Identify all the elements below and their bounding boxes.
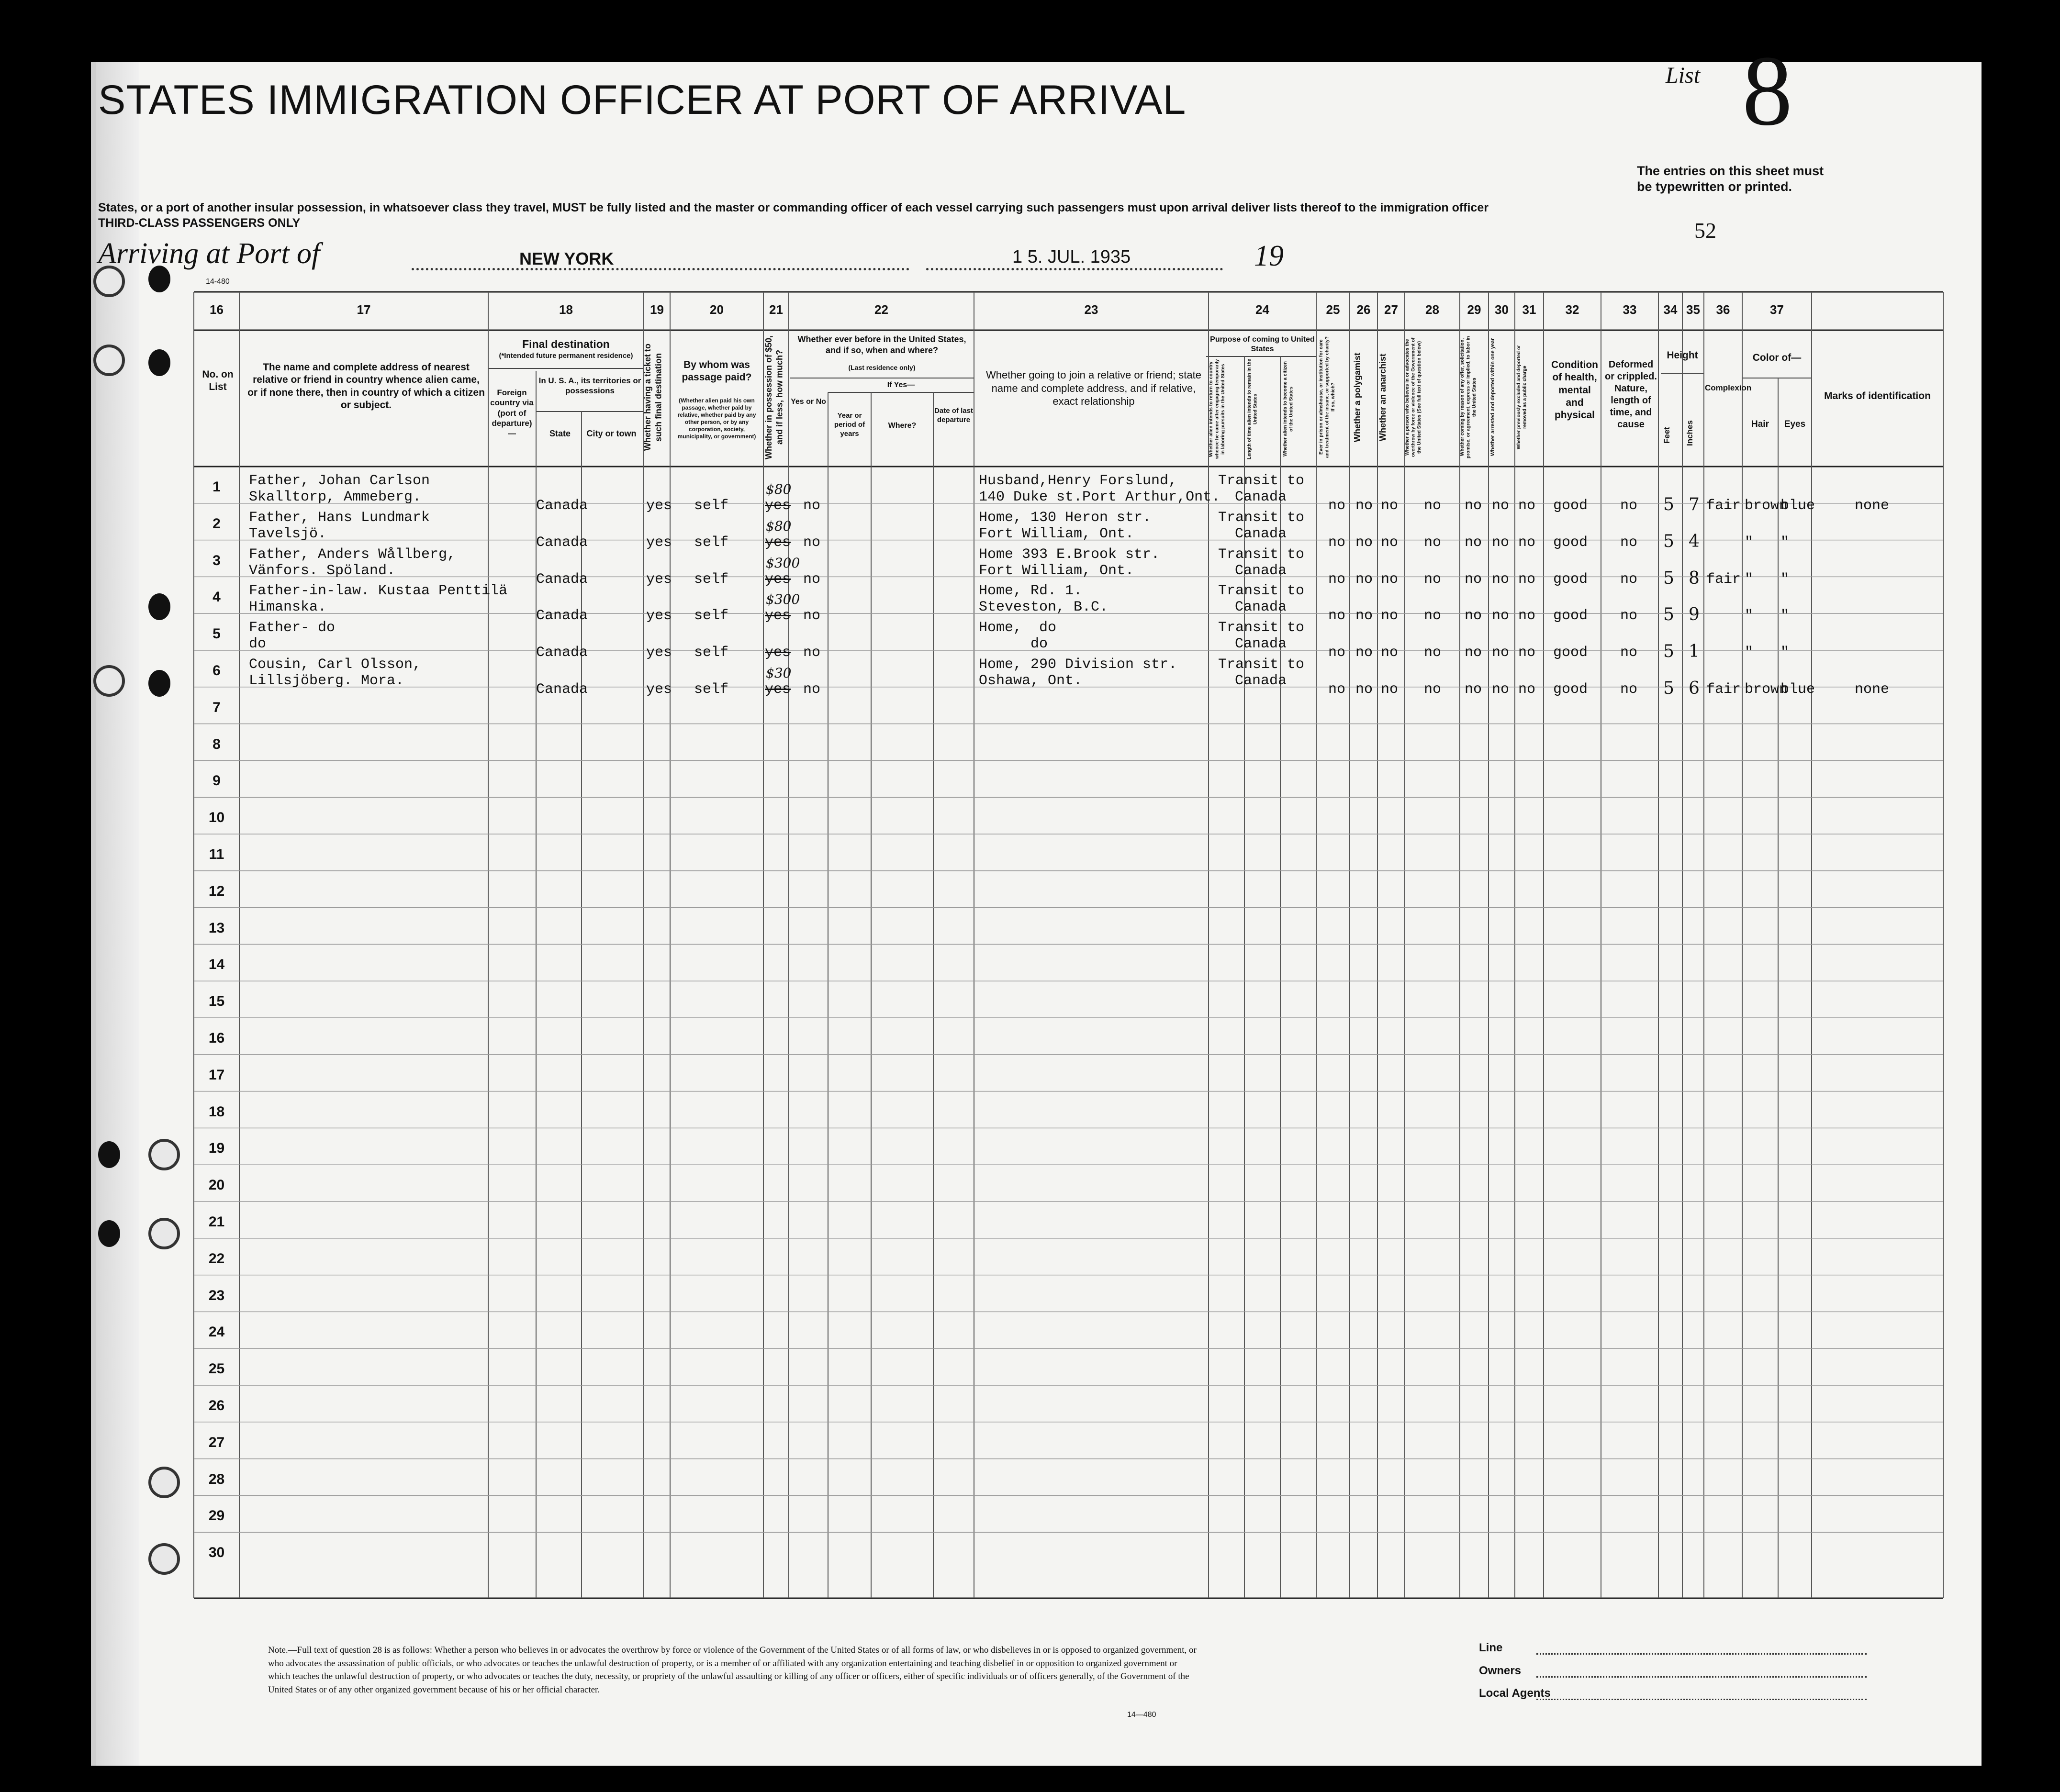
- height-feet: 5: [1663, 605, 1674, 625]
- overthrow-answer: no: [1424, 498, 1442, 514]
- money-answer: yes: [765, 645, 791, 661]
- relative-line-1: Father, Hans Lundmark: [249, 509, 430, 526]
- health-condition: good: [1553, 608, 1588, 624]
- column-number-32: 32: [1565, 302, 1579, 317]
- port-value: NEW YORK: [519, 249, 614, 268]
- port-label: Arriving at Port of: [98, 237, 320, 270]
- row-number: 11: [209, 846, 224, 862]
- been-before-answer: no: [803, 681, 821, 698]
- row-number: 20: [208, 1177, 225, 1193]
- row-number: 29: [208, 1508, 225, 1524]
- eye-color: blue: [1780, 498, 1815, 514]
- labor-offer-answer: no: [1465, 534, 1482, 551]
- purpose-line-2: Canada: [1235, 673, 1287, 689]
- prison-answer: no: [1328, 534, 1346, 551]
- deformed-answer: no: [1620, 571, 1638, 588]
- complexion: fair: [1706, 571, 1741, 588]
- overthrow-answer: no: [1424, 681, 1442, 698]
- col24-title: Purpose of coming to United States: [1210, 335, 1315, 353]
- purpose-line-1: Transit to: [1218, 509, 1305, 526]
- polygamist-answer: no: [1355, 681, 1373, 698]
- col34-inches: Inches: [1685, 420, 1694, 446]
- column-number-28: 28: [1425, 302, 1439, 317]
- arrival-date: 1 5. JUL. 1935: [1012, 247, 1131, 267]
- col36-eyes: Eyes: [1784, 419, 1806, 429]
- col24-a: Whether alien intends to return to country whence he came after engaging temporarily in laboring pursuits in the United States: [1209, 359, 1226, 459]
- height-inches: 4: [1689, 531, 1700, 551]
- col22-where: Where?: [888, 422, 917, 430]
- column-number-31: 31: [1522, 302, 1536, 317]
- column-number-24: 24: [1255, 302, 1269, 317]
- ticket-answer: yes: [646, 681, 672, 698]
- col22-yesno: Yes or No: [791, 398, 826, 406]
- prison-answer: no: [1328, 645, 1346, 661]
- row-number: 28: [208, 1471, 225, 1487]
- money-answer: yes: [765, 534, 791, 551]
- row-number: 2: [213, 515, 221, 532]
- row-number: 12: [208, 883, 225, 899]
- relative-line-1: Father- do: [249, 620, 336, 636]
- page-number: 52: [1694, 218, 1716, 243]
- col34-feet: Feet: [1662, 427, 1671, 444]
- col22-title: Whether ever before in the United States, and if so, when and where?: [797, 334, 966, 355]
- form-code-top: 14-480: [206, 278, 230, 286]
- polygamist-answer: no: [1355, 534, 1373, 551]
- local-agents-label: Local Agents: [1479, 1687, 1551, 1700]
- instruction-line-2: be typewritten or printed.: [1637, 179, 1792, 194]
- been-before-answer: no: [803, 498, 821, 514]
- local-agents-field: [1536, 1699, 1867, 1700]
- deported-answer: no: [1492, 534, 1510, 551]
- complexion: fair: [1706, 681, 1741, 698]
- been-before-answer: no: [803, 608, 821, 624]
- col20-sub: (Whether alien paid his own passage, whether paid by relative, whether paid by any other person, or by any corporation, society, municipality, or government): [677, 397, 756, 440]
- col27-header: Whether an anarchist: [1378, 353, 1388, 441]
- col22-ifyes: If Yes—: [887, 381, 915, 389]
- join-line-1: Home 393 E.Brook str.: [979, 546, 1160, 563]
- deported-answer: no: [1492, 571, 1510, 588]
- column-number-36: 36: [1716, 302, 1730, 317]
- relative-line-2: Himanska.: [249, 599, 327, 616]
- labor-offer-answer: no: [1465, 571, 1482, 588]
- col32-header: Condition of health, mental and physical: [1551, 359, 1598, 421]
- money-amount: $30: [766, 665, 792, 681]
- prison-answer: no: [1328, 498, 1346, 514]
- row-number: 7: [213, 699, 221, 715]
- ticket-answer: yes: [646, 498, 672, 514]
- been-before-answer: no: [803, 534, 821, 551]
- anarchist-answer: no: [1381, 608, 1399, 624]
- deformed-answer: no: [1620, 681, 1638, 698]
- header-class-note: THIRD-CLASS PASSENGERS ONLY: [98, 216, 301, 230]
- deported-answer: no: [1492, 645, 1510, 661]
- col24-c: Whether alien intends to become a citizen of the United States: [1283, 361, 1294, 457]
- col33-header: Deformed or crippled. Nature, length of time, and cause: [1605, 359, 1657, 430]
- foreign-country: Canada: [536, 498, 588, 514]
- anarchist-answer: no: [1381, 534, 1399, 551]
- row-number: 1: [213, 479, 221, 495]
- row-number: 19: [208, 1140, 225, 1157]
- health-condition: good: [1553, 498, 1588, 514]
- row-number: 4: [213, 589, 221, 605]
- prison-answer: no: [1328, 681, 1346, 698]
- relative-line-1: Father, Anders Wållberg,: [249, 546, 456, 563]
- anarchist-answer: no: [1381, 645, 1399, 661]
- row-number: 30: [208, 1545, 225, 1561]
- overthrow-answer: no: [1424, 534, 1442, 551]
- col20-header: By whom was passage paid?: [682, 359, 752, 383]
- page-title: STATES IMMIGRATION OFFICER AT PORT OF ARRIVAL: [98, 77, 1187, 123]
- purpose-line-1: Transit to: [1218, 583, 1305, 600]
- been-before-answer: no: [803, 571, 821, 588]
- hair-color: ": [1745, 608, 1754, 624]
- labor-offer-answer: no: [1465, 498, 1482, 514]
- ticket-answer: yes: [646, 534, 672, 551]
- col16-header: No. on List: [202, 369, 234, 393]
- row-number: 15: [208, 993, 225, 1010]
- height-inches: 1: [1689, 642, 1700, 662]
- excluded-answer: no: [1518, 534, 1536, 551]
- foreign-country: Canada: [536, 534, 588, 551]
- excluded-answer: no: [1518, 645, 1536, 661]
- purpose-line-2: Canada: [1235, 599, 1287, 616]
- relative-line-2: Tavelsjö.: [249, 525, 327, 542]
- col21-header: Whether in possession of $50, and if less, how much?: [764, 335, 784, 459]
- column-number-21: 21: [769, 302, 783, 317]
- health-condition: good: [1553, 534, 1588, 551]
- row-number: 6: [213, 663, 221, 679]
- col23-header: Whether going to join a relative or friend; state name and complete address, and if relative, exact relationship: [985, 369, 1202, 407]
- row-number: 21: [208, 1214, 225, 1230]
- relative-line-2: Vänfors. Spöland.: [249, 562, 396, 579]
- anarchist-answer: no: [1381, 498, 1399, 514]
- identification-marks: none: [1855, 681, 1890, 698]
- eye-color: ": [1780, 534, 1790, 551]
- purpose-line-1: Transit to: [1218, 546, 1305, 563]
- col24-b: Length of time alien intends to remain in the United States: [1247, 358, 1258, 459]
- owners-label: Owners: [1479, 1664, 1522, 1677]
- row-number: 27: [208, 1434, 225, 1450]
- join-line-2: Fort William, Ont.: [979, 525, 1134, 542]
- money-answer: yes: [765, 571, 791, 588]
- deported-answer: no: [1492, 681, 1510, 698]
- eye-color: blue: [1780, 681, 1815, 698]
- column-number-34: 34: [1663, 302, 1678, 317]
- height-feet: 5: [1663, 531, 1674, 551]
- height-inches: 8: [1689, 568, 1700, 588]
- col35-header: Complexion: [1705, 383, 1752, 392]
- polygamist-answer: no: [1355, 571, 1373, 588]
- column-number-19: 19: [650, 302, 664, 317]
- row-number: 16: [208, 1030, 225, 1046]
- excluded-answer: no: [1518, 498, 1536, 514]
- column-number-33: 33: [1623, 302, 1637, 317]
- row-number: 22: [208, 1250, 225, 1267]
- row-number: 14: [208, 957, 225, 973]
- col18-title: Final destination: [522, 338, 610, 350]
- purpose-line-1: Transit to: [1218, 657, 1305, 673]
- owners-field: [1536, 1676, 1867, 1678]
- passage-paid-by: self: [694, 534, 729, 551]
- eye-color: ": [1780, 645, 1790, 661]
- height-feet: 5: [1663, 568, 1674, 588]
- height-feet: 5: [1663, 642, 1674, 662]
- join-line-2: do: [979, 636, 1048, 653]
- row-number: 9: [213, 773, 221, 789]
- excluded-answer: no: [1518, 681, 1536, 698]
- ticket-answer: yes: [646, 571, 672, 588]
- column-number-23: 23: [1084, 302, 1098, 317]
- passage-paid-by: self: [694, 645, 729, 661]
- foreign-country: Canada: [536, 571, 588, 588]
- foreign-country: Canada: [536, 681, 588, 698]
- deformed-answer: no: [1620, 645, 1638, 661]
- col30-header: Whether arrested and deported within one year: [1490, 338, 1496, 456]
- col18-foreign: Foreign country via (port of departure)—: [490, 388, 534, 438]
- col18-city: City or town: [586, 429, 637, 438]
- identification-marks: none: [1855, 498, 1890, 514]
- row-number: 18: [208, 1103, 225, 1120]
- form-code-bottom: 14—480: [1127, 1711, 1156, 1719]
- row-number: 10: [208, 810, 225, 826]
- col34-header: Height: [1667, 350, 1698, 361]
- anarchist-answer: no: [1381, 571, 1399, 588]
- column-number-30: 30: [1495, 302, 1509, 317]
- money-amount: $80: [766, 481, 792, 497]
- money-answer: yes: [765, 608, 791, 624]
- column-number-20: 20: [710, 302, 724, 317]
- deformed-answer: no: [1620, 534, 1638, 551]
- column-number-25: 25: [1326, 302, 1340, 317]
- col22-sub: (Last residence only): [848, 364, 916, 371]
- hair-color: ": [1745, 645, 1754, 661]
- column-number-35: 35: [1686, 302, 1700, 317]
- column-number-17: 17: [357, 302, 371, 317]
- purpose-line-2: Canada: [1235, 636, 1287, 653]
- purpose-line-2: Canada: [1235, 489, 1287, 505]
- relative-line-1: Cousin, Carl Olsson,: [249, 657, 422, 673]
- money-answer: yes: [765, 681, 791, 698]
- money-amount: $80: [766, 518, 792, 534]
- overthrow-answer: no: [1424, 645, 1442, 661]
- column-number-16: 16: [210, 302, 224, 317]
- overthrow-answer: no: [1424, 608, 1442, 624]
- join-line-1: Home, Rd. 1.: [979, 583, 1083, 600]
- col29-header: Whether coming by reason of any offer, solicitation, promise, or agreement, express or implied, to labor in the United States: [1460, 336, 1477, 458]
- deported-answer: no: [1492, 498, 1510, 514]
- hair-color: ": [1745, 571, 1754, 588]
- join-line-2: Steveston, B.C.: [979, 599, 1108, 616]
- col18-state: State: [549, 429, 571, 438]
- polygamist-answer: no: [1355, 608, 1373, 624]
- row-number: 25: [208, 1361, 225, 1377]
- excluded-answer: no: [1518, 571, 1536, 588]
- height-inches: 6: [1689, 679, 1700, 698]
- health-condition: good: [1553, 645, 1588, 661]
- col36-header: Color of—: [1752, 352, 1802, 363]
- passage-paid-by: self: [694, 571, 729, 588]
- join-line-2: Fort William, Ont.: [979, 562, 1134, 579]
- hair-color: brown: [1745, 498, 1788, 514]
- col31-header: Whether previously excluded and deported or removed as a public charge: [1516, 345, 1528, 449]
- height-feet: 5: [1663, 679, 1674, 698]
- column-number-26: 26: [1356, 302, 1371, 317]
- labor-offer-answer: no: [1465, 681, 1482, 698]
- col22-period: Year or period of years: [834, 412, 865, 438]
- overthrow-answer: no: [1424, 571, 1442, 588]
- row-number: 5: [213, 626, 221, 642]
- money-answer: yes: [765, 498, 791, 514]
- col18-sub: (*Intended future permanent residence): [499, 352, 633, 360]
- column-number-29: 29: [1467, 302, 1481, 317]
- relative-line-1: Father, Johan Carlson: [249, 473, 430, 489]
- join-line-2: Oshawa, Ont.: [979, 673, 1083, 689]
- column-number-27: 27: [1384, 302, 1398, 317]
- been-before-answer: no: [803, 645, 821, 661]
- health-condition: good: [1553, 681, 1588, 698]
- height-inches: 7: [1689, 495, 1700, 514]
- prison-answer: no: [1328, 571, 1346, 588]
- health-condition: good: [1553, 571, 1588, 588]
- foreign-country: Canada: [536, 645, 588, 661]
- col28-header: Whether a person who believes in or advocates the overthrow by force or violence of the Government of the United States (See full text of question below): [1405, 337, 1422, 457]
- col18-usa: In U. S. A., its territories or possessions: [538, 376, 641, 396]
- col25-header: Ever in prison or almshouse, or institution for care and treatment of the insane, or supported by charity? If so, which?: [1319, 336, 1336, 458]
- col19-header: Whether having a ticket to such final destination: [643, 343, 663, 451]
- col17-header: The name and complete address of nearest relative or friend in country whence alien came, or if none there, then in country of which a citizen or subject.: [247, 362, 485, 411]
- row-number: 13: [208, 920, 225, 936]
- ticket-answer: yes: [646, 608, 672, 624]
- height-feet: 5: [1663, 495, 1674, 514]
- ticket-answer: yes: [646, 645, 672, 661]
- labor-offer-answer: no: [1465, 645, 1482, 661]
- labor-offer-answer: no: [1465, 608, 1482, 624]
- row-number: 23: [208, 1287, 225, 1303]
- list-number: 8: [1742, 35, 1792, 146]
- relative-line-1: Father-in-law. Kustaa Penttilä: [249, 583, 508, 600]
- purpose-line-1: Transit to: [1218, 473, 1305, 489]
- row-number: 17: [208, 1067, 225, 1083]
- deformed-answer: no: [1620, 498, 1638, 514]
- col36-hair: Hair: [1751, 419, 1769, 429]
- line-field: [1536, 1653, 1867, 1655]
- line-label: Line: [1479, 1641, 1503, 1654]
- list-label: List: [1666, 63, 1701, 88]
- passage-paid-by: self: [694, 608, 729, 624]
- row-number: 8: [213, 736, 221, 752]
- hair-color: brown: [1745, 681, 1788, 698]
- col22-date: Date of last departure: [934, 407, 973, 424]
- deported-answer: no: [1492, 608, 1510, 624]
- polygamist-answer: no: [1355, 645, 1373, 661]
- purpose-line-2: Canada: [1235, 525, 1287, 542]
- excluded-answer: no: [1518, 608, 1536, 624]
- join-line-1: Home, 290 Division str.: [979, 657, 1177, 673]
- col37-header: Marks of identification: [1824, 390, 1931, 401]
- passage-paid-by: self: [694, 498, 729, 514]
- join-line-1: Home, 130 Heron str.: [979, 509, 1152, 526]
- eye-color: ": [1780, 608, 1790, 624]
- polygamist-answer: no: [1355, 498, 1373, 514]
- anarchist-answer: no: [1381, 681, 1399, 698]
- eye-color: ": [1780, 571, 1790, 588]
- column-number-22: 22: [874, 302, 888, 317]
- header-note: States, or a port of another insular possession, in whatsoever class they travel, MUST be fully listed and the master or commanding officer of each vessel carrying such passengers must upon arrival deliver lists thereof to the immigration officer: [98, 201, 1489, 214]
- year-prefix: 19: [1254, 240, 1284, 272]
- row-number: 24: [208, 1324, 225, 1340]
- column-number-18: 18: [559, 302, 573, 317]
- deformed-answer: no: [1620, 608, 1638, 624]
- money-amount: $300: [766, 591, 800, 608]
- complexion: fair: [1706, 498, 1741, 514]
- height-inches: 9: [1689, 605, 1700, 625]
- purpose-line-2: Canada: [1235, 562, 1287, 579]
- row-number: 3: [213, 552, 221, 568]
- foreign-country: Canada: [536, 608, 588, 624]
- relative-line-2: Lillsjöberg. Mora.: [249, 673, 404, 689]
- instruction-line-1: The entries on this sheet must: [1637, 164, 1824, 178]
- row-number: 26: [208, 1398, 225, 1414]
- prison-answer: no: [1328, 608, 1346, 624]
- relative-line-2: do: [249, 636, 267, 653]
- hair-color: ": [1745, 534, 1754, 551]
- join-line-2: 140 Duke st.Port Arthur,Ont.: [979, 489, 1220, 505]
- passage-paid-by: self: [694, 681, 729, 698]
- column-number-37: 37: [1770, 302, 1784, 317]
- col26-header: Whether a polygamist: [1353, 352, 1362, 442]
- purpose-line-1: Transit to: [1218, 620, 1305, 636]
- join-line-1: Home, do: [979, 620, 1057, 636]
- relative-line-2: Skalltorp, Ammeberg.: [249, 489, 422, 505]
- money-amount: $300: [766, 555, 800, 571]
- footnote-question-28: Note.—Full text of question 28 is as follows: Whether a person who believes in or advocates the overthrow by force or violence of the Government of the United States or of all forms of law, or who disbelieves in or is opposed to organized government, or who advocates the assassination of public officials, or who advocates or teaches the unlawful destruction of property, or is a member of or affiliated with any organization entertaining and teaching disbelief in or opposition to organized government or which teaches the unlawful destruction of property, or who advocates or teaches the duty, necessity, or propriety of the unlawful assaulting or killing of any officer or officers, either of specific individuals or of officers generally, of the Government of the United States or of any other organized government because of his or her official character.: [268, 1645, 1197, 1695]
- join-line-1: Husband,Henry Forslund,: [979, 473, 1177, 489]
